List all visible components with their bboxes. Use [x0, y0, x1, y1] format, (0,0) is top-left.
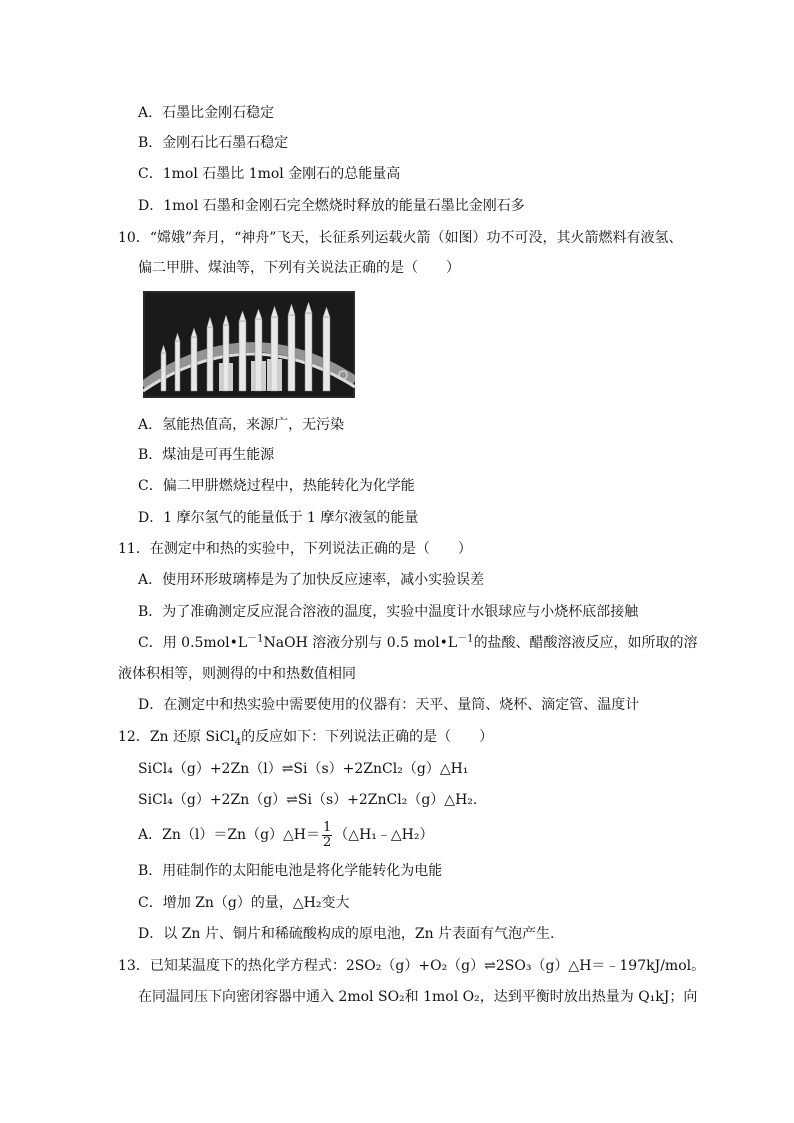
q11-option-a: A．使用环形玻璃棒是为了加快反应速率，减小实验误差 [138, 572, 485, 588]
q11-c-exponent2: －1 [457, 633, 474, 645]
q11-stem: 11．在测定中和热的实验中，下列说法正确的是（ ） [118, 541, 472, 557]
q13-stem-line2: 在同温同压下向密闭容器中通入 2mol SO₂和 1mol O₂，达到平衡时放出热量为 Q₁kJ；向 [138, 989, 698, 1005]
q11-c-part2: NaOH 溶液分别与 0.5 mol•L [263, 635, 458, 651]
q12-option-b: B．用硅制作的太阳能电池是将化学能转化为电能 [138, 863, 443, 879]
q12-option-c: C．增加 Zn（g）的量，△H₂变大 [138, 895, 350, 911]
q11-option-c [138, 633, 698, 653]
q11-c-exponent1: －1 [247, 633, 264, 645]
q9-option-c: C．1mol 石墨比 1mol 金刚石的总能量高 [138, 166, 401, 182]
fraction-denominator: 2 [323, 834, 332, 850]
one-half-fraction [322, 821, 332, 850]
q12-equation-2: SiCl₄（g）+2Zn（g）⇌Si（s）+2ZnCl₂（g）△H₂. [138, 792, 478, 808]
q12-option-a [138, 820, 433, 850]
rocket-family-photo [143, 291, 355, 398]
q11-option-b: B．为了准确测定反应混合溶液的温度，实验中温度计水银球应与小烧杯底部接触 [138, 604, 639, 620]
q9-option-d: D．1mol 石墨和金刚石完全燃烧时释放的能量石墨比金刚石多 [138, 198, 525, 214]
q10-option-a: A．氢能热值高，来源广，无污染 [138, 417, 345, 433]
q12-stem-subscript: 4 [234, 736, 242, 748]
q9-option-b: B．金刚石比石墨石稳定 [138, 135, 289, 151]
q13-stem-line1: 13．已知某温度下的热化学方程式：2SO₂（g）+O₂（g）⇌2SO₃（g）△H＝﹣197kJ/mol。 [118, 958, 706, 974]
q12-stem [118, 727, 493, 747]
q12-stem-part1: 12．Zn 还原 SiCl [118, 729, 235, 745]
q12-option-d: D．以 Zn 片、铜片和稀硫酸构成的原电池，Zn 片表面有气泡产生. [138, 926, 555, 942]
q9-option-a: A．石墨比金刚石稳定 [138, 105, 275, 121]
fraction-numerator: 1 [323, 819, 332, 835]
q12-a-suffix: （△H₁﹣△H₂） [334, 827, 434, 843]
q11-c-part1: C．用 0.5mol•L [138, 635, 248, 651]
q11-option-d: D．在测定中和热实验中需要使用的仪器有：天平、量筒、烧杯、滴定管、温度计 [138, 697, 640, 713]
q10-stem-line2: 偏二甲肼、煤油等，下列有关说法正确的是（ ） [138, 260, 460, 276]
q10-option-c: C．偏二甲肼燃烧过程中，热能转化为化学能 [138, 478, 415, 494]
q10-option-d: D．1 摩尔氢气的能量低于 1 摩尔液氢的能量 [138, 510, 419, 526]
q12-stem-part2: 的反应如下：下列说法正确的是（ ） [241, 729, 494, 745]
q12-a-prefix: A．Zn（l）＝Zn（g）△H＝ [138, 827, 321, 843]
q12-equation-1: SiCl₄（g）+2Zn（l）⇌Si（s）+2ZnCl₂（g）△H₁ [138, 761, 469, 777]
q11-option-c-continued: 液体积相等，则测得的中和热数值相同 [118, 666, 356, 682]
q11-c-part3: 的盐酸、醋酸溶液反应，如所取的溶 [473, 635, 698, 651]
q10-stem-line1: 10．“嫦娥”奔月，“神舟”飞天，长征系列运载火箭（如图）功不可没，其火箭燃料有液氢、 [118, 230, 683, 246]
q10-option-b: B．煤油是可再生能源 [138, 447, 275, 463]
